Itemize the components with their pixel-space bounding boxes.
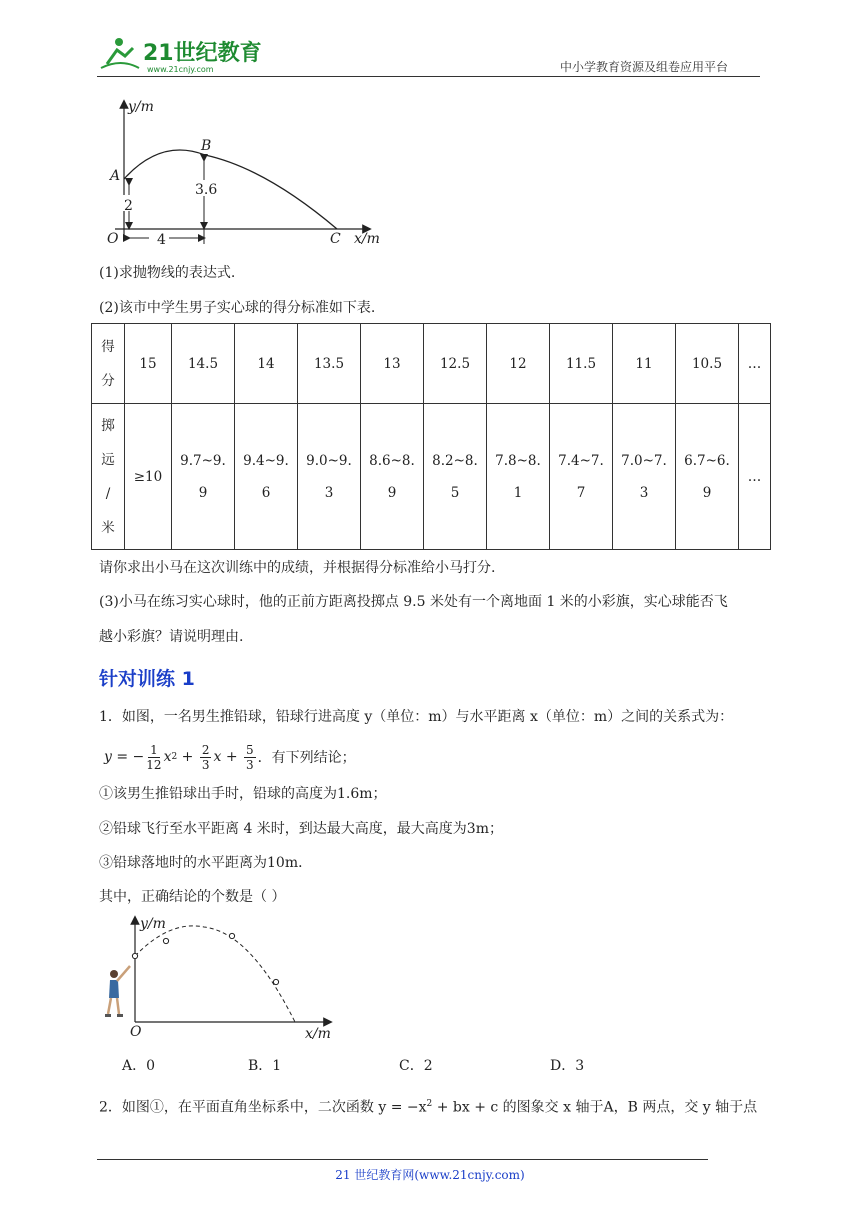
table-cell: 11 xyxy=(613,324,676,404)
table-cell: 12.5 xyxy=(424,324,487,404)
formula-text: x + xyxy=(213,749,243,765)
table-cell: 9.4~9. 6 xyxy=(235,404,298,550)
option-b[interactable]: B．1 xyxy=(248,1058,282,1074)
question-3-line1: (3)小马在练习实心球时，他的正前方距离投掷点 9.5 米处有一个离地面 1 米的小彩旗，实心球能否飞 xyxy=(99,594,728,610)
fraction-denominator: 3 xyxy=(246,757,254,772)
score-standard-table xyxy=(91,323,771,550)
fraction xyxy=(244,743,256,772)
table-cell: … xyxy=(739,324,771,404)
formula-text: + xyxy=(177,749,198,765)
table-cell: 10.5 xyxy=(676,324,739,404)
conclusion-1: ①该男生推铅球出手时，铅球的高度为1.6m； xyxy=(99,786,387,802)
table-cell: 13.5 xyxy=(298,324,361,404)
footer-divider xyxy=(97,1159,708,1160)
fraction xyxy=(200,743,212,772)
graph1-height-b: 3.6 xyxy=(195,182,218,198)
table-cell: 8.6~8. 9 xyxy=(361,404,424,550)
conclusion-2: ②铅球飞行至水平距离 4 米时，到达最大高度，最大高度为3m； xyxy=(99,821,503,837)
option-c[interactable]: C．2 xyxy=(399,1058,433,1074)
table-row-score xyxy=(92,324,771,404)
svg-text:www.21cnjy.com: www.21cnjy.com xyxy=(147,65,214,74)
option-a[interactable]: A．0 xyxy=(122,1058,156,1074)
option-d[interactable]: D．3 xyxy=(550,1058,585,1074)
table-header-char: 得 xyxy=(101,338,115,355)
graph1-x-label: x/m xyxy=(354,231,380,247)
table-cell: 7.0~7. 3 xyxy=(613,404,676,550)
conclusion-3: ③铅球落地时的水平距离为10m． xyxy=(99,855,313,871)
table-row-distance xyxy=(92,404,771,550)
problem2-part: + bx + c 的图象交 x 轴于A，B 两点，交 y 轴于点 xyxy=(432,1099,758,1116)
svg-text:21世纪教育: 21世纪教育 xyxy=(143,41,262,66)
question-3-line2: 越小彩旗？请说明理由. xyxy=(99,629,244,645)
header-divider xyxy=(97,76,760,77)
table-cell: 14.5 xyxy=(172,324,235,404)
problem2-sup: 2 xyxy=(426,1099,433,1109)
problem1-intro: 1．如图，一名男生推铅球，铅球行进高度 y（单位：m）与水平距离 x（单位：m）之间的关系式为： xyxy=(99,709,734,725)
table-cell: 9.7~9. 9 xyxy=(172,404,235,550)
table-cell: 15 xyxy=(125,324,172,404)
table-cell: 13 xyxy=(361,324,424,404)
parabola-graph-1 xyxy=(105,98,395,250)
fraction-numerator: 1 xyxy=(150,742,158,757)
site-logo xyxy=(97,34,267,74)
fraction-denominator: 12 xyxy=(146,757,162,772)
table-cell: 14 xyxy=(235,324,298,404)
question-1: (1)求抛物线的表达式. xyxy=(99,265,236,281)
table-cell: 8.2~8. 5 xyxy=(424,404,487,550)
question-2: (2)该市中学生男子实心球的得分标准如下表. xyxy=(99,300,376,316)
table-header-distance xyxy=(92,404,125,550)
graph1-distance-b: 4 xyxy=(157,232,166,248)
table-cell: 6.7~6. 9 xyxy=(676,404,739,550)
graph1-height-a: 2 xyxy=(124,198,133,214)
graph1-point-c: C xyxy=(330,231,341,247)
formula-sup: 2 xyxy=(171,752,178,762)
table-cell: 7.4~7. 7 xyxy=(550,404,613,550)
table-header-char: / xyxy=(105,485,111,502)
graph1-point-b: B xyxy=(201,138,212,154)
header-platform-text: 中小学教育资源及组卷应用平台 xyxy=(560,60,729,74)
problem1-question: 其中，正确结论的个数是（ ） xyxy=(99,889,286,905)
table-header-char: 分 xyxy=(101,372,115,389)
graph2-x-label: x/m xyxy=(305,1026,331,1042)
table-header-char: 米 xyxy=(101,519,115,536)
graph1-y-label: y/m xyxy=(128,99,154,115)
fraction-denominator: 3 xyxy=(201,757,210,772)
table-cell: 9.0~9. 3 xyxy=(298,404,361,550)
graph2-origin: O xyxy=(130,1024,142,1040)
table-header-score xyxy=(92,324,125,404)
table-cell: … xyxy=(739,404,771,550)
table-cell: ≥10 xyxy=(125,404,172,550)
graph1-origin: O xyxy=(107,231,119,247)
question-2-followup: 请你求出小马在这次训练中的成绩，并根据得分标准给小马打分. xyxy=(99,560,496,576)
problem2-part: 2．如图①，在平面直角坐标系中，二次函数 y = −x xyxy=(99,1099,427,1116)
table-header-char: 掷 xyxy=(101,417,115,434)
section-title: 针对训练 1 xyxy=(99,668,195,690)
formula-text: x xyxy=(163,749,172,765)
graph2-y-label: y/m xyxy=(140,916,166,932)
formula-text: y = − xyxy=(104,749,145,765)
table-cell: 11.5 xyxy=(550,324,613,404)
graph1-point-a: A xyxy=(110,168,121,184)
table-cell: 7.8~8. 1 xyxy=(487,404,550,550)
fraction-numerator: 2 xyxy=(201,742,210,757)
table-header-char: 远 xyxy=(101,451,115,468)
problem1-formula xyxy=(104,737,356,777)
fraction-numerator: 5 xyxy=(246,742,254,757)
formula-text: ．有下列结论； xyxy=(257,750,356,766)
problem2-text xyxy=(99,1094,757,1118)
footer-link[interactable]: 21 世纪教育网(www.21cnjy.com) xyxy=(335,1168,525,1182)
table-cell: 12 xyxy=(487,324,550,404)
fraction xyxy=(146,743,161,772)
